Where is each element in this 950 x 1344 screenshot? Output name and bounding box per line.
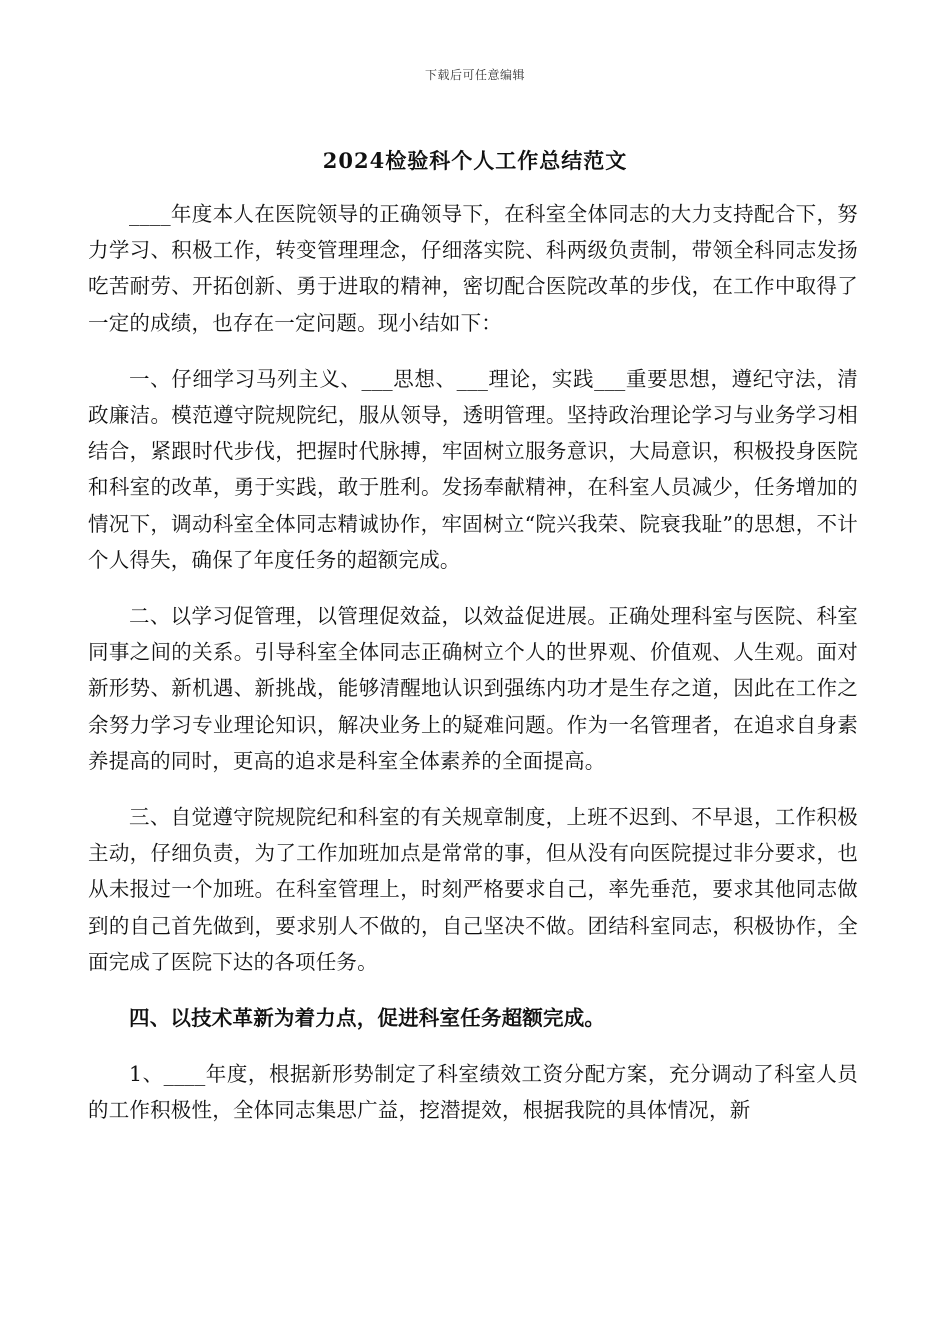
paragraph-section-3: 三、自觉遵守院规院纪和科室的有关规章制度，上班不迟到、不早退，工作积极主动，仔细负责，为了工作加班加点是常常的事，但从没有向医院提过非分要求，也从未报过一个加班。在科室管理上，时刻严格要求自己，率先垂范，要求其他同志做到的自己首先做到，要求别人不做的，自己坚决不做。团结科室同志，积极协作，全面完成了医院下达的各项任务。 — [88, 805, 858, 974]
paragraph-intro: ____年度本人在医院领导的正确领导下，在科室全体同志的大力支持配合下，努力学习、积极工作，转变管理理念，仔细落实院、科两级负责制，带领全科同志发扬吃苦耐劳、开拓创新、勇于进取的精神，密切配合医院改革的步伐，在工作中取得了一定的成绩，也存在一定问题。现小结如下： — [88, 202, 858, 335]
document-title: 2024检验科个人工作总结范文 — [322, 148, 628, 173]
document-body — [88, 196, 858, 1149]
section-4-heading: 四、以技术革新为着力点，促进科室任务超额完成。 — [129, 1006, 606, 1031]
paragraph-section-2: 二、以学习促管理，以管理促效益，以效益促进展。正确处理科室与医院、科室同事之间的关系。引导科室全体同志正确树立个人的世界观、价值观、人生观。面对新形势、新机遇、新挑战，能够清醒地认识到强练内功才是生存之道，因此在工作之余努力学习专业理论知识，解决业务上的疑难问题。作为一名管理者，在追求自身素养提高的同时，更高的追求是科室全体素养的全面提高。 — [88, 604, 858, 773]
header-note: 下载后可任意编辑 — [424, 68, 525, 82]
paragraph-section-4-item-1: 1、____年度，根据新形势制定了科室绩效工资分配方案，充分调动了科室人员的工作积极性，全体同志集思广益，挖潜提效，根据我院的具体情况，新 — [88, 1062, 858, 1123]
paragraph-section-1: 一、仔细学习马列主义、___思想、___理论，实践___重要思想，遵纪守法，清政廉洁。模范遵守院规院纪，服从领导，透明管理。坚持政治理论学习与业务学习相结合，紧跟时代步伐，把握时代脉搏，牢固树立服务意识，大局意识，积极投身医院和科室的改革，勇于实践，敢于胜利。发扬奉献精神，在科室人员减少，任务增加的情况下，调动科室全体同志精诚协作，牢固树立“院兴我荣、院衰我耻”的思想，不计个人得失，确保了年度任务的超额完成。 — [88, 366, 858, 572]
